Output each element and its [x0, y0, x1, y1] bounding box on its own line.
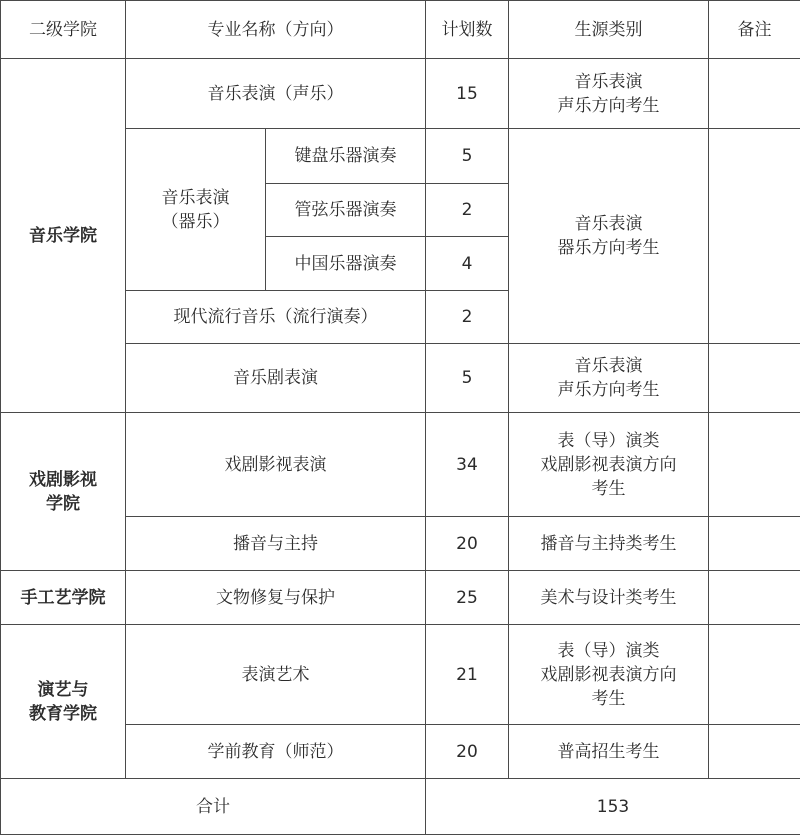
note-cell: [709, 344, 800, 413]
table-row: [1, 413, 800, 517]
plan-cell: 25: [426, 571, 509, 625]
total-row: [1, 779, 800, 835]
header-note: 备注: [709, 1, 800, 59]
college-cell: 演艺与 教育学院: [1, 625, 126, 779]
plan-cell: 20: [426, 725, 509, 779]
major-cell: 表演艺术: [126, 625, 426, 725]
college-cell: 戏剧影视 学院: [1, 413, 126, 571]
table-row: [1, 625, 800, 725]
plan-cell: 34: [426, 413, 509, 517]
plan-cell: 21: [426, 625, 509, 725]
major-cell: 音乐表演 （器乐）: [126, 129, 266, 291]
major-cell: 现代流行音乐（流行演奏）: [126, 291, 426, 344]
header-college: 二级学院: [1, 1, 126, 59]
source-cell: 音乐表演 器乐方向考生: [509, 129, 709, 344]
table-row: [1, 571, 800, 625]
plan-cell: 2: [426, 184, 509, 237]
plan-cell: 2: [426, 291, 509, 344]
table-row: [1, 59, 800, 129]
major-cell: 学前教育（师范）: [126, 725, 426, 779]
plan-cell: 5: [426, 129, 509, 184]
note-cell: [709, 571, 800, 625]
header-major: 专业名称（方向）: [126, 1, 426, 59]
total-value: 153: [426, 779, 800, 835]
header-plan: 计划数: [426, 1, 509, 59]
source-cell: 表（导）演类 戏剧影视表演方向 考生: [509, 625, 709, 725]
source-cell: 音乐表演 声乐方向考生: [509, 344, 709, 413]
major-cell: 戏剧影视表演: [126, 413, 426, 517]
major-cell: 音乐剧表演: [126, 344, 426, 413]
major-cell: 播音与主持: [126, 517, 426, 571]
college-cell: 音乐学院: [1, 59, 126, 413]
sub-major-cell: 管弦乐器演奏: [266, 184, 426, 237]
note-cell: [709, 517, 800, 571]
note-cell: [709, 59, 800, 129]
note-cell: [709, 725, 800, 779]
plan-cell: 20: [426, 517, 509, 571]
major-cell: 音乐表演（声乐）: [126, 59, 426, 129]
source-cell: 普高招生考生: [509, 725, 709, 779]
source-cell: 播音与主持类考生: [509, 517, 709, 571]
header-row: [1, 1, 800, 59]
source-cell: 美术与设计类考生: [509, 571, 709, 625]
major-cell: 文物修复与保护: [126, 571, 426, 625]
total-label: 合计: [1, 779, 426, 835]
source-cell: 表（导）演类 戏剧影视表演方向 考生: [509, 413, 709, 517]
college-cell: 手工艺学院: [1, 571, 126, 625]
plan-cell: 15: [426, 59, 509, 129]
header-source: 生源类别: [509, 1, 709, 59]
source-cell: 音乐表演 声乐方向考生: [509, 59, 709, 129]
note-cell: [709, 413, 800, 517]
sub-major-cell: 中国乐器演奏: [266, 237, 426, 291]
sub-major-cell: 键盘乐器演奏: [266, 129, 426, 184]
note-cell: [709, 625, 800, 725]
plan-cell: 5: [426, 344, 509, 413]
note-cell: [709, 129, 800, 344]
plan-cell: 4: [426, 237, 509, 291]
